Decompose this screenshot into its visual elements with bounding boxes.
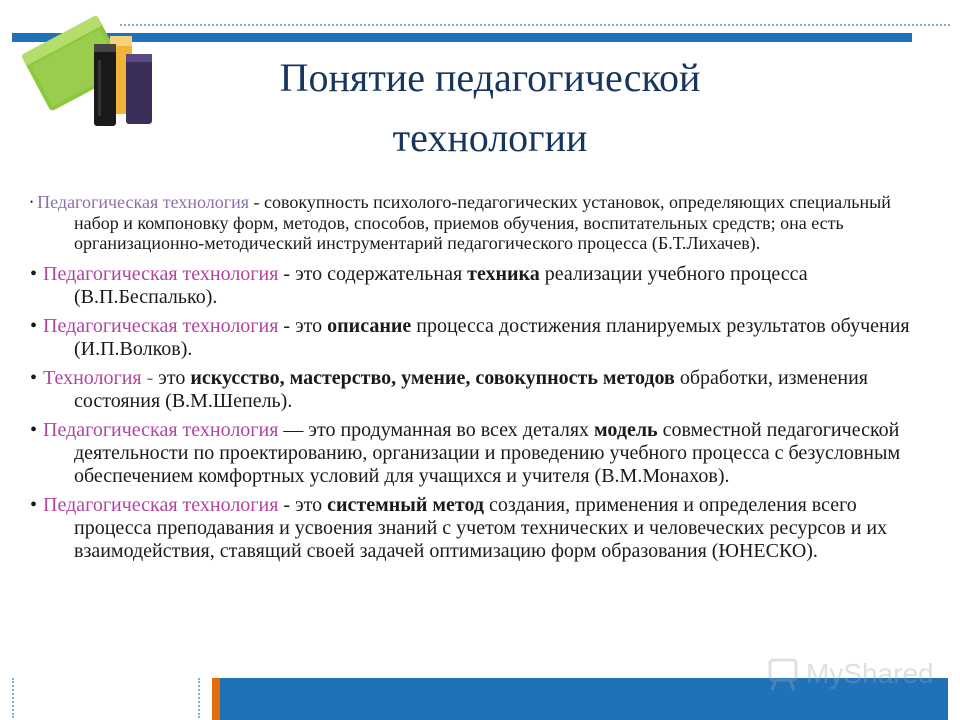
- definition-text: - это содержательная: [278, 262, 468, 285]
- bottom-orange-accent: [212, 678, 220, 720]
- definition-keyword: описание: [327, 314, 412, 337]
- definition-text: - совокупность психолого-педагогических установок, определяющих специальный набор и компоновку форм, методов, способов, приемов обучения, воспитательных средств; она есть организационно-методический инструментарий педагогического процесса (Б.Т.Лихачев).: [74, 192, 891, 253]
- definition-term: Педагогическая технология: [43, 314, 279, 337]
- definition-item: [30, 494, 925, 563]
- bullet-icon: •: [30, 418, 38, 441]
- definition-item: [30, 419, 925, 488]
- definition-item: [30, 192, 925, 254]
- definition-text: процесса достижения планируемых результатов обучения (И.П.Волков).: [74, 314, 910, 360]
- definition-lead: [30, 192, 249, 212]
- bullet-icon: •: [30, 197, 34, 207]
- definition-lead: [30, 367, 153, 389]
- definition-lead: [30, 419, 278, 441]
- definition-list: [30, 192, 925, 569]
- definition-keyword: искусство, мастерство, умение, совокупность методов: [190, 366, 675, 389]
- top-dotted-line: [120, 24, 950, 26]
- definition-text: - это: [278, 493, 328, 516]
- definition-item: [30, 367, 925, 413]
- definition-keyword: техника: [467, 262, 540, 285]
- title-line-2: технологии: [392, 115, 588, 160]
- definition-keyword: модель: [594, 418, 658, 441]
- watermark-text: MyShared: [806, 658, 934, 689]
- page-title: [190, 48, 790, 168]
- definition-item: [30, 263, 925, 309]
- definition-term: Технология -: [43, 366, 154, 389]
- definition-text: - это: [278, 314, 328, 337]
- definition-text: обработки, изменения состояния (В.М.Шепель).: [74, 366, 869, 412]
- bullet-icon: •: [30, 366, 38, 389]
- definition-text: реализации учебного процесса (В.П.Беспалько).: [74, 262, 808, 308]
- definition-term: Педагогическая технология: [37, 192, 250, 212]
- definition-term: Педагогическая технология: [43, 262, 279, 285]
- books-icon: [14, 10, 164, 128]
- bullet-icon: •: [30, 262, 38, 285]
- bottom-dotted-line-right: [198, 678, 200, 718]
- bottom-dotted-line-left: [12, 678, 14, 718]
- definition-lead: [30, 315, 278, 337]
- definition-item: [30, 315, 925, 361]
- definition-text: совместной педагогической деятельности по проектированию, организации и проведению учебного процесса с безусловным обеспечением комфортных условий для учащихся и учителя (В.М.Монахов).: [74, 418, 901, 487]
- definition-lead: [30, 263, 278, 285]
- definition-text: создания, применения и определения всего процесса преподавания и усвоения знаний с учетом технических и человеческих ресурсов и их взаимодействия, ставящий своей задачей оптимизацию форм образования (ЮНЕСКО).: [74, 493, 888, 562]
- title-line-1: Понятие педагогической: [279, 55, 701, 100]
- definition-keyword: системный метод: [327, 493, 485, 516]
- definition-text: — это продуманная во всех деталях: [278, 418, 595, 441]
- definition-text: это: [153, 366, 191, 389]
- definition-term: Педагогическая технология: [43, 493, 279, 516]
- definition-lead: [30, 494, 278, 516]
- myshared-logo-icon: [766, 652, 941, 692]
- bullet-icon: •: [30, 314, 38, 337]
- bullet-icon: •: [30, 493, 38, 516]
- definition-term: Педагогическая технология: [43, 418, 279, 441]
